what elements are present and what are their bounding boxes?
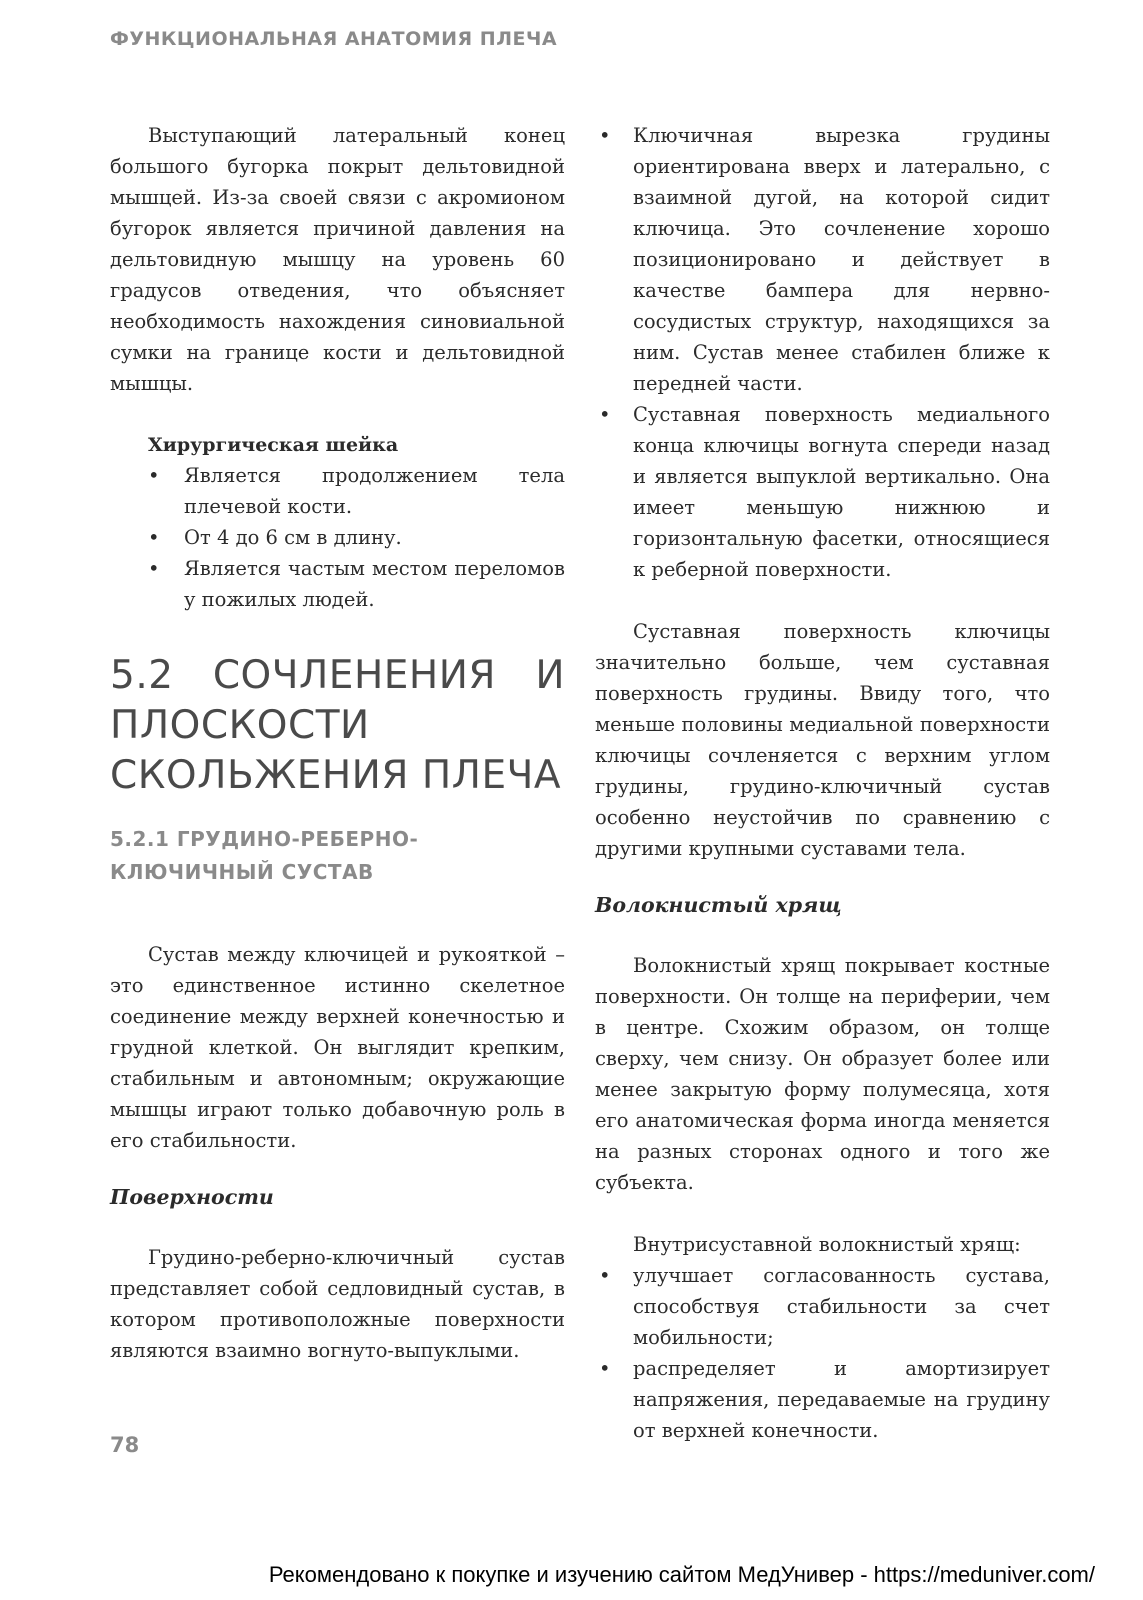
bullet-icon: •	[148, 557, 160, 580]
surgical-neck-list	[110, 460, 565, 615]
footer-note: Рекомендовано к покупке и изучению сайтом МедУнивер - https://meduniver.com/	[268, 1562, 1095, 1587]
cartilage-paragraph: Волокнистый хрящ покрывает костные поверхности. Он толще на периферии, чем в центре. Схожим образом, он толще сверху, чем снизу. Он образует более или менее закрытую форму полумесяца, хотя его анатомическая форма иногда меняется на разных сторонах одного и того же субъекта.	[595, 954, 1050, 1194]
bullet-icon: •	[599, 1357, 611, 1380]
intra-intro: Внутрисуставной волокнистый хрящ:	[633, 1233, 1021, 1256]
surfaces-heading: Поверхности	[110, 1185, 274, 1209]
surfaces-paragraph: Грудино-реберно-ключичный сустав представляет собой седловидный сустав, в котором противоположные поверхности являются взаимно вогнуто-выпуклыми.	[110, 1246, 565, 1362]
list-item: • Является продолжением тела плечевой кости.	[110, 460, 565, 522]
surgical-neck-heading: Хирургическая шейка	[148, 434, 399, 456]
surfaces-list	[595, 120, 1050, 585]
left-column	[110, 120, 565, 1366]
cartilage-heading: Волокнистый хрящ	[595, 893, 842, 917]
bullet-icon: •	[148, 464, 160, 487]
running-head: ФУНКЦИОНАЛЬНАЯ АНАТОМИЯ ПЛЕЧА	[110, 28, 558, 50]
intro-paragraph: Выступающий латеральный конец большого бугорка покрыт дельтовидной мышцей. Из-за своей связи с акромионом бугорок является причиной давления на дельтовидную мышцу на уровень 60 градусов отведения, что объясняет необходимость нахождения синовиальной сумки на границе кости и дельтовидной мышцы.	[110, 124, 565, 395]
bullet-icon: •	[599, 124, 611, 147]
list-item: • Ключичная вырезка грудины ориентирована вверх и латерально, с взаимной дугой, на которой сидит ключица. Это сочленение хорошо позиционировано и действует в качестве бампера для нервно-сосудистых структур, находящихся за ним. Сустав менее стабилен ближе к передней части.	[595, 120, 1050, 399]
bullet-icon: •	[148, 526, 160, 549]
bullet-icon: •	[599, 1264, 611, 1287]
list-item: • распределяет и амортизирует напряжения, передаваемые на грудину от верхней конечности.	[595, 1353, 1050, 1446]
list-item: • Суставная поверхность медиального конца ключицы вогнута спереди назад и является выпуклой вертикально. Она имеет меньшую нижнюю и горизонтальную фасетки, относящиеся к реберной поверхности.	[595, 399, 1050, 585]
page-number: 78	[110, 1433, 140, 1457]
list-item: • улучшает согласованность сустава, способствуя стабильности за счет мобильности;	[595, 1260, 1050, 1353]
section-heading: 5.2 СОЧЛЕНЕНИЯ И ПЛОСКОСТИ СКОЛЬЖЕНИЯ ПЛЕЧА	[110, 653, 565, 798]
clavicle-surface-paragraph: Суставная поверхность ключицы значительно больше, чем суставная поверхность грудины. Ввиду того, что меньше половины медиальной поверхности ключицы сочленяется с верхним углом грудины, грудино-ключичный сустав особенно неустойчив по сравнению с другими крупными суставами тела.	[595, 620, 1050, 860]
subsection-heading: 5.2.1 ГРУДИНО-РЕБЕРНО-КЛЮЧИЧНЫЙ СУСТАВ	[110, 827, 419, 884]
list-item: • От 4 до 6 см в длину.	[110, 522, 565, 553]
bullet-icon: •	[599, 403, 611, 426]
joint-paragraph: Сустав между ключицей и рукояткой – это единственное истинно скелетное соединение между верхней конечностью и грудной клеткой. Он выглядит крепким, стабильным и автономным; окружающие мышцы играют только добавочную роль в его стабильности.	[110, 943, 565, 1152]
intra-list	[595, 1260, 1050, 1446]
right-column	[595, 120, 1050, 1446]
list-item: • Является частым местом переломов у пожилых людей.	[110, 553, 565, 615]
